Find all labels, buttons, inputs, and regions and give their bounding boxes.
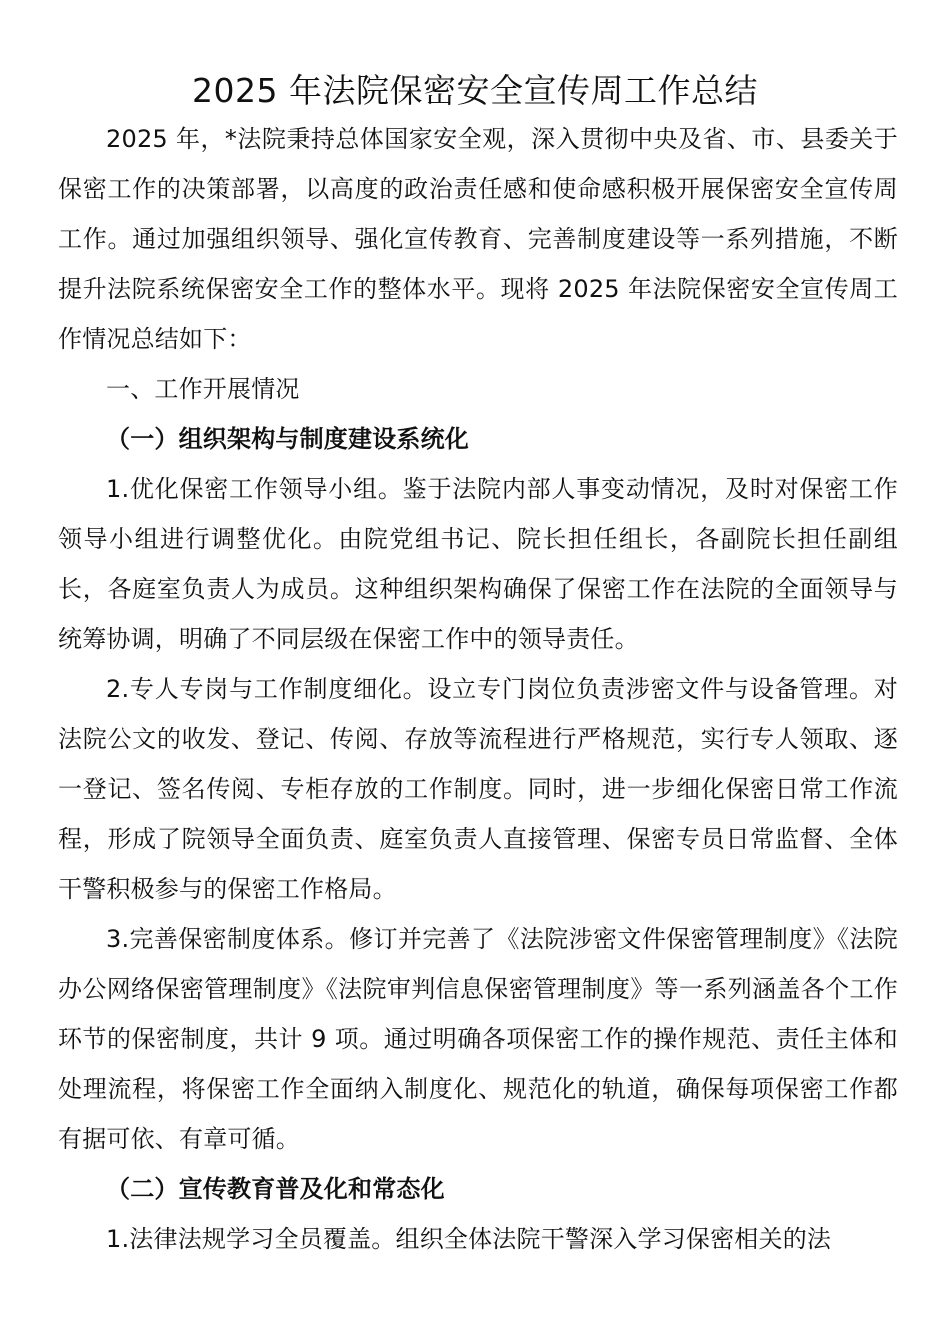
- subsection-heading-organization: （一）组织架构与制度建设系统化: [106, 425, 469, 453]
- intro-paragraph: 2025 年，*法院秉持总体国家安全观，深入贯彻中央及省、市、县委关于保密工作的决策部署，以高度的政治责任感和使命感积极开展保密安全宣传周工作。通过加强组织领导、强化宣传教育、完善制度建设等一系列措施，不断提升法院系统保密安全工作的整体水平。现将 2025 年法院保密安全宣传周工作情况总结如下：: [58, 125, 898, 353]
- section-heading-work-status: 一、工作开展情况: [106, 375, 300, 403]
- paragraph-regulation-system: 3.完善保密制度体系。修订并完善了《法院涉密文件保密管理制度》《法院办公网络保密管理制度》《法院审判信息保密管理制度》等一系列涵盖各个工作环节的保密制度，共计 9 项。通过明确各项保密工作的操作规范、责任主体和处理流程，将保密工作全面纳入制度化、规范化的轨道，确保每项保密工作都有据可依、有章可循。: [58, 925, 898, 1153]
- subsection-heading-education: （二）宣传教育普及化和常态化: [106, 1175, 445, 1203]
- paragraph-dedicated-posts: 2.专人专岗与工作制度细化。设立专门岗位负责涉密文件与设备管理。对法院公文的收发、登记、传阅、存放等流程进行严格规范，实行专人领取、逐一登记、签名传阅、专柜存放的工作制度。同时，进一步细化保密日常工作流程，形成了院领导全面负责、庭室负责人直接管理、保密专员日常监督、全体干警积极参与的保密工作格局。: [58, 675, 898, 903]
- paragraph-leadership-group: 1.优化保密工作领导小组。鉴于法院内部人事变动情况，及时对保密工作领导小组进行调整优化。由院党组书记、院长担任组长，各副院长担任副组长，各庭室负责人为成员。这种组织架构确保了保密工作在法院的全面领导与统筹协调，明确了不同层级在保密工作中的领导责任。: [58, 475, 898, 653]
- document-body: [58, 114, 898, 1264]
- paragraph-law-study: 1.法律法规学习全员覆盖。组织全体法院干警深入学习保密相关的法: [106, 1225, 832, 1253]
- document-title: 2025 年法院保密安全宣传周工作总结: [192, 71, 758, 110]
